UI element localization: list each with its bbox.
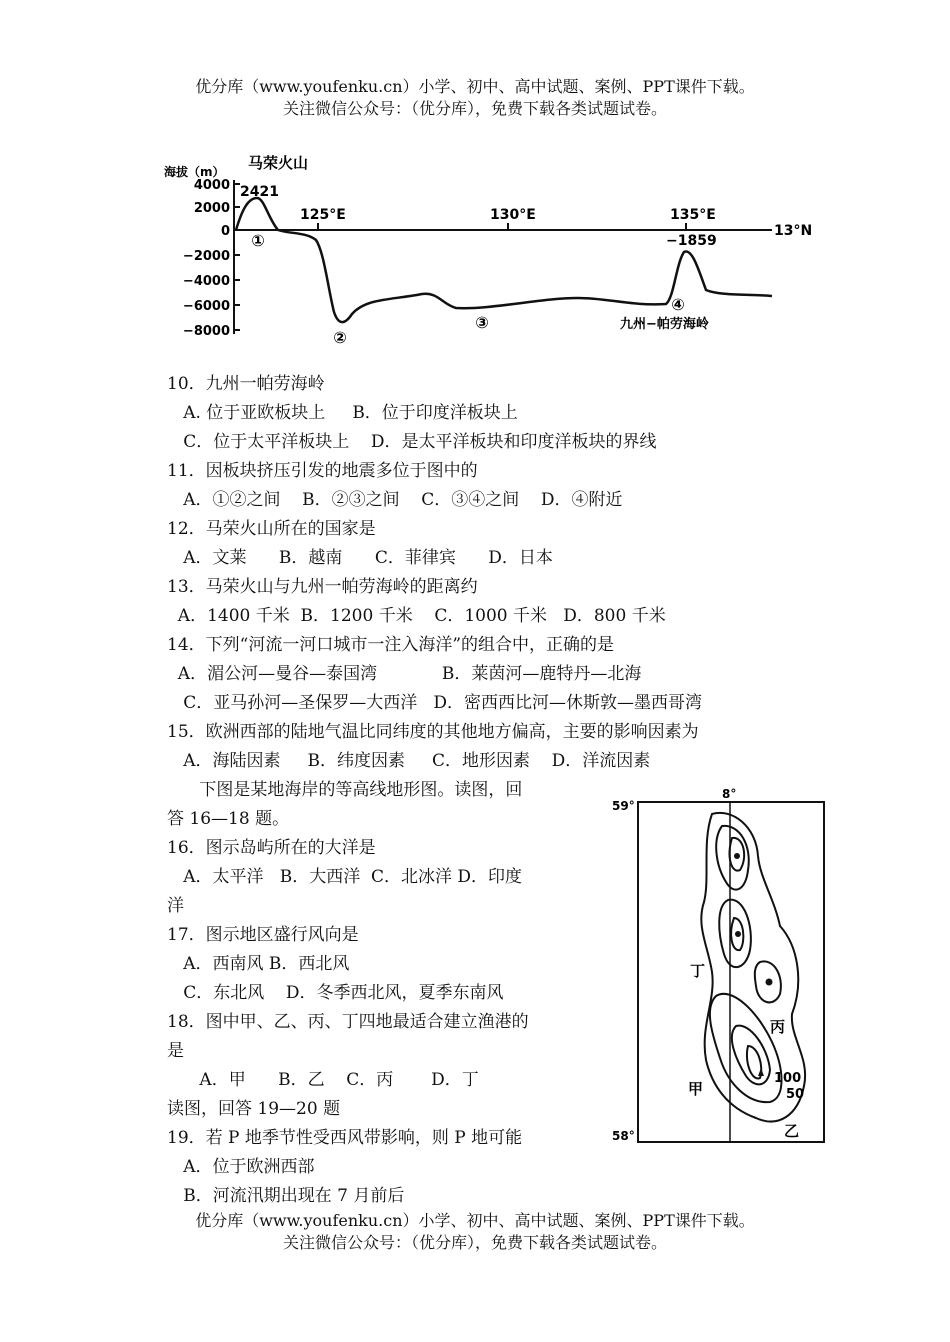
header-line-2: 关注微信公众号：（优分库），免费下载各类试题试卷。	[282, 99, 667, 118]
question-line: 19．若 P 地季节性受西风带影响，则 P 地可能	[167, 1128, 523, 1148]
option-line: C．亚马孙河—圣保罗—大西洋 D．密西西比河—休斯敦—墨西哥湾	[167, 693, 703, 713]
option-line: A．太平洋 B．大西洋 C．北冰洋 D．印度	[167, 867, 523, 887]
option-line: A．甲 B．乙 C．丙 D．丁	[167, 1070, 479, 1090]
question-line: 15．欧洲西部的陆地气温比同纬度的其他地方偏高，主要的影响因素为	[167, 722, 699, 742]
y-tick-label: 4000	[193, 178, 230, 193]
y-tick-label: 0	[220, 224, 230, 239]
option-line: C．位于太平洋板块上 D．是太平洋板块和印度洋板块的界线	[167, 432, 657, 452]
option-line: A．位于欧洲西部	[167, 1157, 315, 1177]
instruction-line: 读图，回答 19—20 题	[167, 1099, 341, 1119]
contour-label: 50	[786, 1087, 805, 1102]
question-line: 是	[167, 1041, 184, 1061]
lon-label: 8°	[722, 787, 737, 801]
question-line: 11．因板块挤压引发的地震多位于图中的	[167, 461, 478, 481]
lon-label: 135°E	[670, 207, 716, 223]
y-tick-label: −8000	[182, 324, 230, 339]
option-line: A．海陆因素 B．纬度因素 C．地形因素 D．洋流因素	[167, 751, 651, 771]
option-line: A．湄公河—曼谷—泰国湾 B．莱茵河—鹿特丹—北海	[167, 664, 642, 684]
option-line: A．①②之间 B．②③之间 C．③④之间 D．④附近	[167, 490, 623, 510]
latitude-label: 13°N	[774, 223, 813, 239]
place-yi: 乙	[784, 1122, 800, 1140]
place-jia: 甲	[688, 1080, 704, 1098]
marker-3: ③	[475, 313, 489, 332]
header-line-1: 优分库（www.youfenku.cn）小学、初中、高中试题、案例、PPT课件下载。	[195, 77, 755, 96]
question-line: 17．图示地区盛行风向是	[167, 925, 359, 945]
contour-map	[608, 786, 830, 1152]
profile-title: 马荣火山	[248, 154, 309, 172]
contour-label: 100	[774, 1071, 802, 1086]
profile-figure	[160, 148, 813, 354]
bottom-lat-label: 58°	[612, 1129, 635, 1143]
y-tick-label: −2000	[182, 249, 230, 264]
question-line: 10．九州一帕劳海岭	[167, 374, 325, 394]
question-line: 13．马荣火山与九州一帕劳海岭的距离约	[167, 577, 478, 597]
marker-4: ④	[671, 295, 685, 314]
option-line: B．河流汛期出现在 7 月前后	[167, 1186, 405, 1206]
top-lat-label: 59°	[612, 799, 635, 813]
y-tick-label: −6000	[182, 299, 230, 314]
option-line: A．1400 千米 B．1200 千米 C．1000 千米 D．800 千米	[167, 606, 666, 626]
lon-label: 125°E	[300, 207, 346, 223]
question-line: 18．图中甲、乙、丙、丁四地最适合建立渔港的	[167, 1012, 529, 1032]
profile-ylabel: 海拔（m）	[164, 165, 225, 179]
instruction-line: 下图是某地海岸的等高线地形图。读图，回	[167, 780, 523, 800]
option-line: C．东北风 D．冬季西北风，夏季东南风	[167, 983, 504, 1003]
y-tick-label: 2000	[193, 201, 230, 216]
ridge-name: 九州−帕劳海岭	[620, 317, 709, 332]
footer-line-1: 优分库（www.youfenku.cn）小学、初中、高中试题、案例、PPT课件下载。	[195, 1211, 755, 1230]
option-line: A．文莱 B．越南 C．菲律宾 D．日本	[167, 548, 553, 568]
place-ding: 丁	[690, 962, 706, 980]
y-tick-label: −4000	[182, 274, 230, 289]
marker-2: ②	[333, 328, 347, 347]
ridge-value: −1859	[666, 233, 717, 249]
lon-label: 130°E	[490, 207, 536, 223]
instruction-line: 答 16—18 题。	[167, 809, 290, 829]
marker-1: ①	[251, 231, 265, 250]
place-bing: 丙	[770, 1018, 786, 1036]
question-line: 14．下列“河流一河口城市一注入海洋”的组合中，正确的是	[167, 635, 615, 655]
question-line: 16．图示岛屿所在的大洋是	[167, 838, 376, 858]
question-line: 12．马荣火山所在的国家是	[167, 519, 376, 539]
option-line: A．西南风 B．西北风	[167, 954, 350, 974]
option-line: 洋	[167, 896, 184, 916]
footer-line-2: 关注微信公众号：（优分库），免费下载各类试题试卷。	[282, 1233, 667, 1252]
peak-value: 2421	[240, 184, 279, 200]
option-line: A. 位于亚欧板块上 B．位于印度洋板块上	[167, 403, 518, 423]
